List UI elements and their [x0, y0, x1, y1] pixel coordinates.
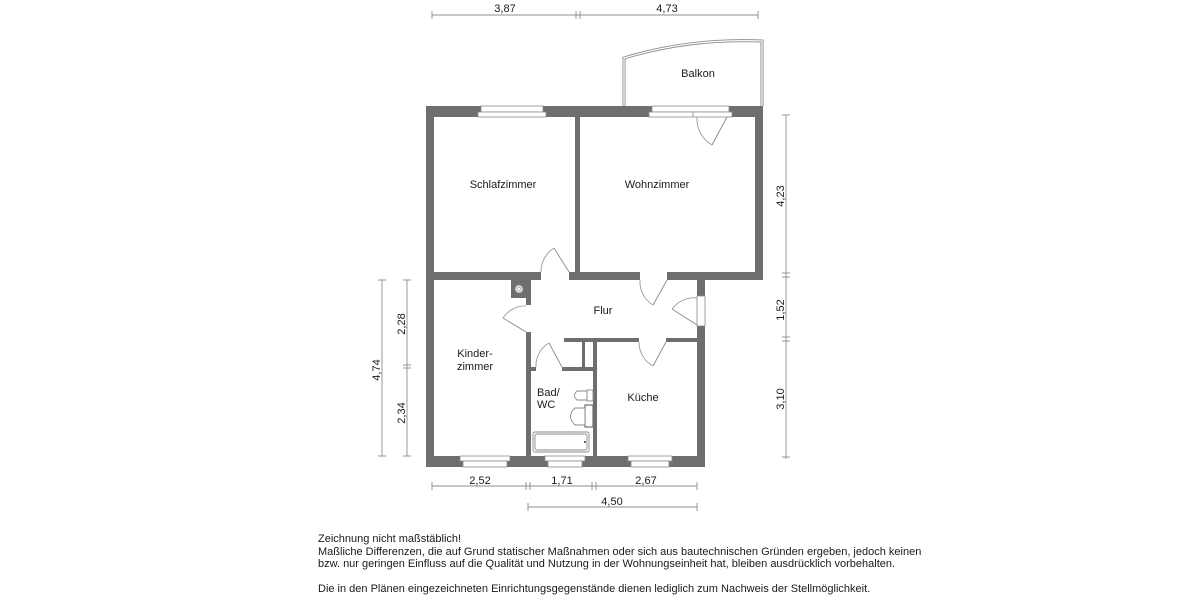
dim-left-inner-lower: 2,34: [396, 402, 408, 424]
dim-bottom-childrens-room: 2,52: [469, 475, 491, 487]
toilet-icon: [575, 391, 588, 400]
walls: [426, 106, 763, 467]
dim-bottom-kitchen: 2,67: [635, 475, 657, 487]
dimension-top: [432, 3, 758, 19]
dimension-right: [775, 115, 790, 459]
note-not-to-scale: Zeichnung nicht maßstäblich!: [318, 533, 462, 545]
dim-right-lower: 3,10: [775, 388, 787, 410]
dim-bottom-total: 4,50: [601, 496, 623, 508]
room-label-bathroom-2: WC: [537, 399, 556, 411]
balcony: [624, 41, 762, 106]
dimension-left: [371, 280, 411, 456]
toilet-tank-icon: [587, 390, 593, 401]
room-labels: [457, 179, 690, 411]
room-label-childrens-room-2: zimmer: [456, 361, 494, 373]
note-furnishing: Die in den Plänen eingezeichneten Einrichtungsgegenstände dienen lediglich zum Nachweis der Stellmöglichkeit.: [318, 583, 871, 596]
dim-right-middle: 1,52: [775, 299, 787, 321]
room-label-balcony: Balkon: [681, 68, 715, 80]
dim-left-outer: 4,74: [371, 359, 383, 381]
dim-bottom-bathroom: 1,71: [551, 475, 573, 487]
room-label-living-room: Wohnzimmer: [624, 179, 690, 191]
room-label-kitchen: Küche: [627, 392, 659, 404]
dim-right-upper: 4,23: [775, 185, 787, 207]
doors: [503, 117, 727, 371]
note-differences-1: Maßliche Differenzen, die auf Grund statischer Maßnahmen oder sich aus bautechnischen Gründen ergeben, jedoch keinen: [318, 545, 922, 558]
sink-icon: [571, 408, 586, 425]
room-label-childrens-room-1: Kinder-: [457, 348, 493, 360]
room-label-hallway: Flur: [593, 305, 613, 317]
dimension-bottom: [432, 475, 697, 511]
note-differences-2: bzw. nur geringen Einfluss auf die Qualität und Nutzung in der Wohnungseinheit hat, bleiben ausdrücklich vorbehalten.: [318, 558, 896, 571]
dim-top-bedroom-width: 3,87: [494, 3, 516, 15]
dim-left-inner-upper: 2,28: [396, 313, 408, 335]
room-label-bedroom: Schlafzimmer: [469, 179, 537, 191]
dim-top-living-width: 4,73: [656, 3, 678, 15]
disclaimer-notes: [318, 533, 921, 596]
room-label-bathroom-1: Bad/: [537, 387, 560, 399]
